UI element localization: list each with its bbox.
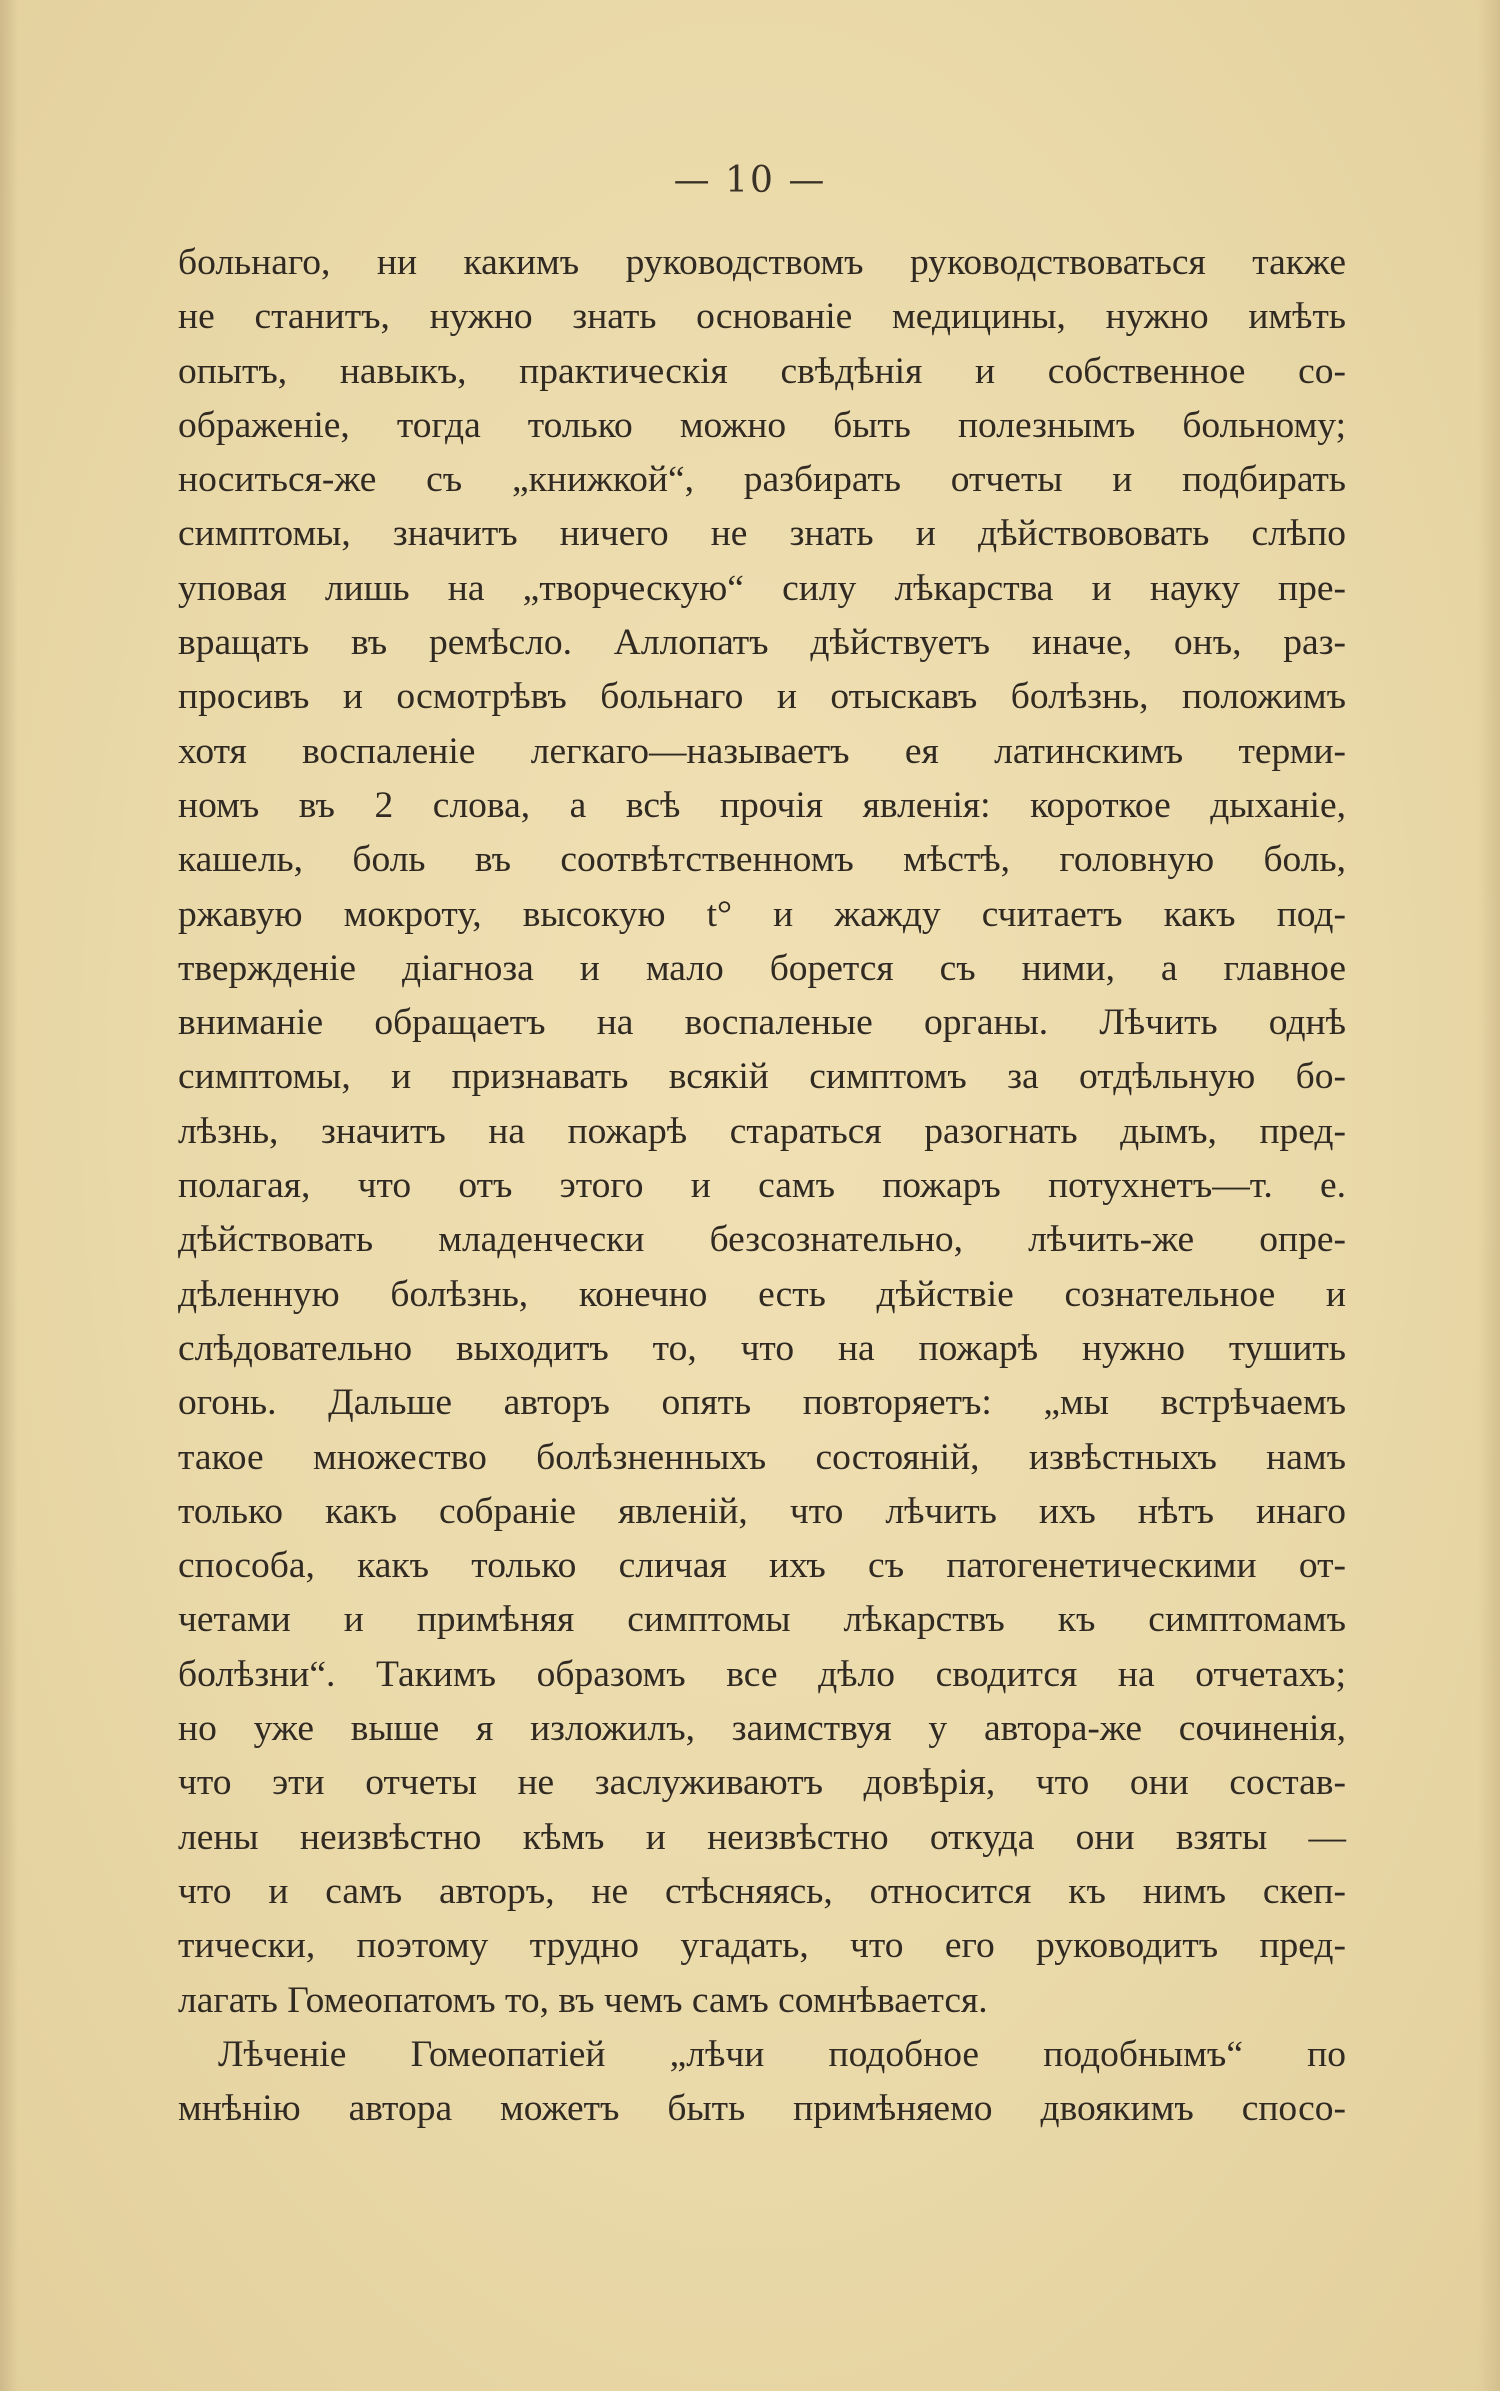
text-line: твержденіе діагноза и мало борется съ ними, а главное	[178, 947, 1346, 989]
text-line: что и самъ авторъ, не стѣсняясь, относится къ нимъ скеп-	[178, 1870, 1346, 1912]
text-line: ржавую мокроту, высокую t° и жажду считаетъ какъ под-	[178, 893, 1346, 935]
text-line: лѣзнь, значитъ на пожарѣ стараться разогнать дымъ, пред-	[178, 1110, 1346, 1152]
text-line: только какъ собраніе явленій, что лѣчить ихъ нѣтъ инаго	[178, 1490, 1346, 1532]
text-line: дѣленную болѣзнь, конечно есть дѣйствіе сознательное и	[178, 1273, 1346, 1315]
body-text	[178, 236, 1346, 2136]
text-line: вниманіе обращаетъ на воспаленые органы. Лѣчить однѣ	[178, 1002, 1346, 1044]
text-line: лагать Гомеопатомъ то, въ чемъ самъ сомнѣвается.	[178, 1979, 988, 2021]
text-line: не станитъ, нужно знать основаніе медицины, нужно имѣть	[178, 296, 1346, 338]
text-line: уповая лишь на „творческую“ силу лѣкарства и науку пре-	[178, 567, 1346, 609]
page-edge-right	[1478, 0, 1500, 2391]
text-line: номъ въ 2 слова, а всѣ прочія явленія: короткое дыханіе,	[178, 784, 1346, 826]
text-line: больнаго, ни какимъ руководствомъ руководствоваться также	[178, 242, 1346, 283]
text-line: мнѣнію автора можетъ быть примѣняемо двоякимъ спосо-	[178, 2088, 1346, 2130]
text-line: симптомы, и признавать всякій симптомъ за отдѣльную бо-	[178, 1056, 1346, 1098]
page-number: — 10 —	[673, 160, 827, 201]
text-line: болѣзни“. Такимъ образомъ все дѣло сводится на отчетахъ;	[178, 1653, 1346, 1695]
text-line: полагая, что отъ этого и самъ пожаръ потухнетъ—т. е.	[178, 1165, 1346, 1207]
paragraph-start-line: Лѣченіе Гомеопатіей „лѣчи подобное подобнымъ“ по	[218, 2033, 1346, 2075]
text-line: такое множество болѣзненныхъ состояній, извѣстныхъ намъ	[178, 1436, 1346, 1478]
text-line: просивъ и осмотрѣвъ больнаго и отыскавъ болѣзнь, положимъ	[178, 676, 1346, 718]
text-line: но уже выше я изложилъ, заимствуя у автора-же сочиненія,	[178, 1708, 1346, 1750]
text-line: вращать въ ремѣсло. Аллопатъ дѣйствуетъ иначе, онъ, раз-	[178, 622, 1346, 664]
text-line: тически, поэтому трудно угадать, что его руководитъ пред-	[178, 1925, 1346, 1967]
text-line: слѣдовательно выходитъ то, что на пожарѣ нужно тушить	[178, 1327, 1346, 1369]
text-line: ображеніе, тогда только можно быть полезнымъ больному;	[178, 404, 1346, 446]
text-line: симптомы, значитъ ничего не знать и дѣйствововать слѣпо	[178, 513, 1346, 555]
text-line: огонь. Дальше авторъ опять повторяетъ: „мы встрѣчаемъ	[178, 1382, 1346, 1424]
text-line: носиться-же съ „книжкой“, разбирать отчеты и подбирать	[178, 459, 1346, 501]
page-edge-left	[0, 0, 18, 2391]
text-line: четами и примѣняя симптомы лѣкарствъ къ симптомамъ	[178, 1599, 1346, 1641]
text-line: дѣйствовать младенчески безсознательно, лѣчить-же опре-	[178, 1219, 1346, 1261]
text-line: лены неизвѣстно кѣмъ и неизвѣстно откуда они взяты —	[178, 1816, 1346, 1858]
text-line: опытъ, навыкъ, практическія свѣдѣнія и собственное со-	[178, 350, 1346, 392]
text-line: что эти отчеты не заслуживаютъ довѣрія, что они состав-	[178, 1762, 1346, 1804]
text-line: способа, какъ только сличая ихъ съ патогенетическими от-	[178, 1545, 1346, 1587]
text-line: кашель, боль въ соотвѣтственномъ мѣстѣ, головную боль,	[178, 839, 1346, 881]
text-line: хотя воспаленіе легкаго—называетъ ея латинскимъ терми-	[178, 730, 1346, 772]
